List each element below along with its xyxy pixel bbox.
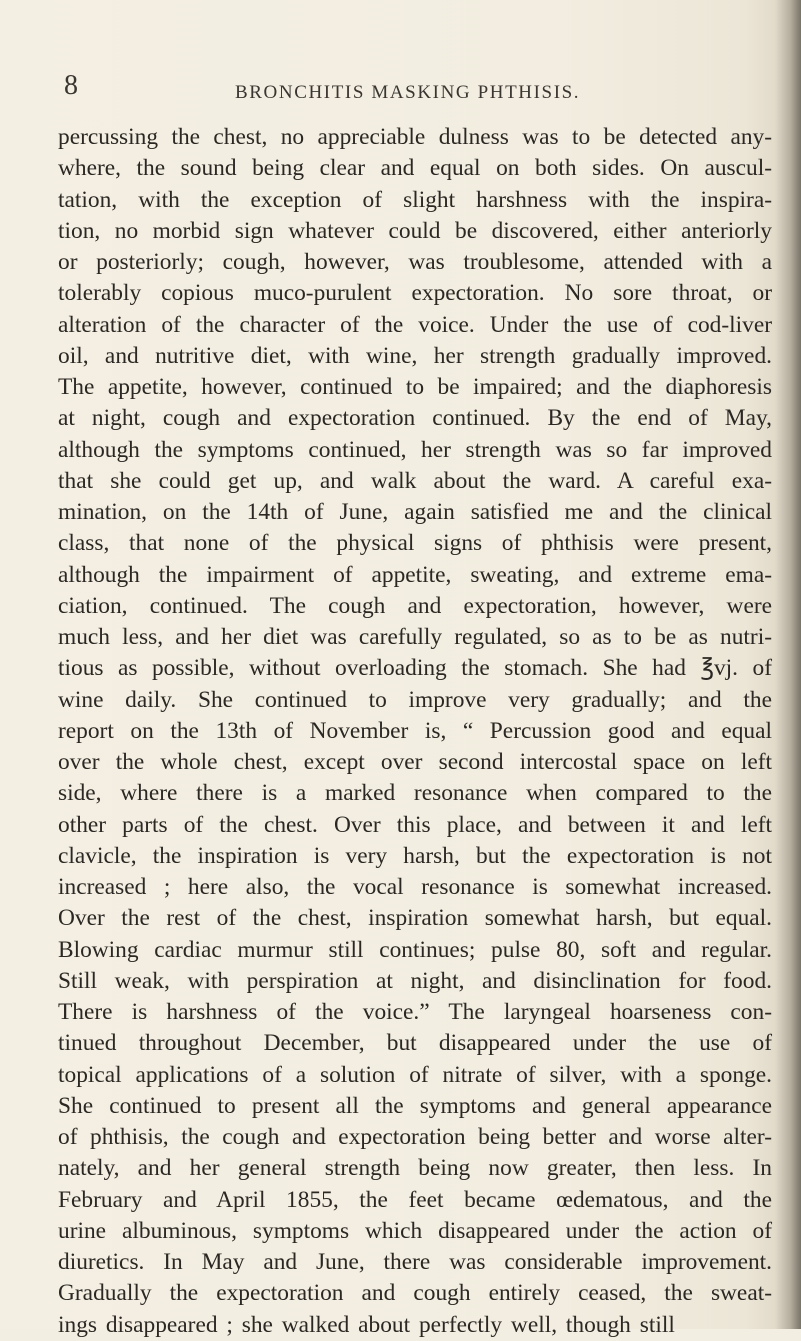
text-line: increased ; here also, the vocal resonance is somewhat increased. xyxy=(58,874,772,900)
page-gutter-shadow xyxy=(775,0,801,1329)
text-line: Blowing cardiac murmur still continues; pulse 80, soft and regular. xyxy=(58,936,772,963)
text-line: alteration of the character of the voice. Under the use of cod-liver xyxy=(58,311,772,338)
text-line: report on the 13th of November is, “ Percussion good and equal xyxy=(58,717,772,744)
text-line: Gradually the expectoration and cough entirely ceased, the sweat- xyxy=(58,1280,772,1307)
text-line: where, the sound being clear and equal on both sides. On auscul- xyxy=(58,155,772,182)
text-line: nately, and her general strength being now greater, then less. In xyxy=(58,1155,772,1182)
text-line: tious as possible, without overloading the stomach. She had ℥vj. of xyxy=(58,655,772,682)
running-head: BRONCHITIS MASKING PHTHISIS. xyxy=(235,82,581,103)
text-line: that she could get up, and walk about the ward. A careful exa- xyxy=(58,467,772,494)
text-line: mination, on the 14th of June, again satisfied me and the clinical xyxy=(58,499,772,525)
text-line: tion, no morbid sign whatever could be discovered, either anteriorly xyxy=(58,217,772,244)
text-line: diuretics. In May and June, there was considerable improvement. xyxy=(58,1249,772,1275)
text-line: at night, cough and expectoration continued. By the end of May, xyxy=(58,405,772,432)
text-line: side, where there is a marked resonance when compared to the xyxy=(58,780,772,807)
text-line: oil, and nutritive diet, with wine, her strength gradually improved. xyxy=(58,342,772,369)
text-line: tolerably copious muco-purulent expectoration. No sore throat, or xyxy=(58,280,772,307)
text-line: She continued to present all the symptoms and general appearance xyxy=(58,1092,772,1119)
text-line: topical applications of a solution of nitrate of silver, with a sponge. xyxy=(58,1061,772,1088)
text-line: ciation, continued. The cough and expectoration, however, were xyxy=(58,592,772,619)
text-line: urine albuminous, symptoms which disappeared under the action of xyxy=(58,1217,772,1244)
text-line: of phthisis, the cough and expectoration being better and worse alter- xyxy=(58,1124,772,1150)
body-text xyxy=(58,122,772,1341)
text-line: tation, with the exception of slight harshness with the inspira- xyxy=(58,186,772,213)
text-line: Over the rest of the chest, inspiration somewhat harsh, but equal. xyxy=(58,905,772,932)
text-line: wine daily. She continued to improve very gradually; and the xyxy=(58,686,772,713)
page-header xyxy=(64,72,784,112)
text-line: class, that none of the physical signs of phthisis were present, xyxy=(58,530,772,557)
text-line: ings disappeared ; she walked about perfectly well, though still xyxy=(58,1311,675,1338)
text-line: February and April 1855, the feet became œdematous, and the xyxy=(58,1186,772,1213)
text-line: clavicle, the inspiration is very harsh, but the expectoration is not xyxy=(58,842,772,869)
text-line: over the whole chest, except over second intercostal space on left xyxy=(58,749,772,775)
text-line: much less, and her diet was carefully regulated, so as to be as nutri- xyxy=(58,624,772,650)
text-line: There is harshness of the voice.” The laryngeal hoarseness con- xyxy=(58,999,772,1025)
text-line: Still weak, with perspiration at night, and disinclination for food. xyxy=(58,967,772,994)
text-line: percussing the chest, no appreciable dulness was to be detected any- xyxy=(58,124,772,150)
text-line: tinued throughout December, but disappeared under the use of xyxy=(58,1030,772,1057)
text-line: The appetite, however, continued to be impaired; and the diaphoresis xyxy=(58,374,772,400)
text-line: other parts of the chest. Over this place, and between it and left xyxy=(58,811,772,838)
text-line: or posteriorly; cough, however, was troublesome, attended with a xyxy=(58,249,772,275)
text-line: although the symptoms continued, her strength was so far improved xyxy=(58,436,772,463)
page-number: 8 xyxy=(64,70,78,101)
text-line: although the impairment of appetite, sweating, and extreme ema- xyxy=(58,561,772,588)
